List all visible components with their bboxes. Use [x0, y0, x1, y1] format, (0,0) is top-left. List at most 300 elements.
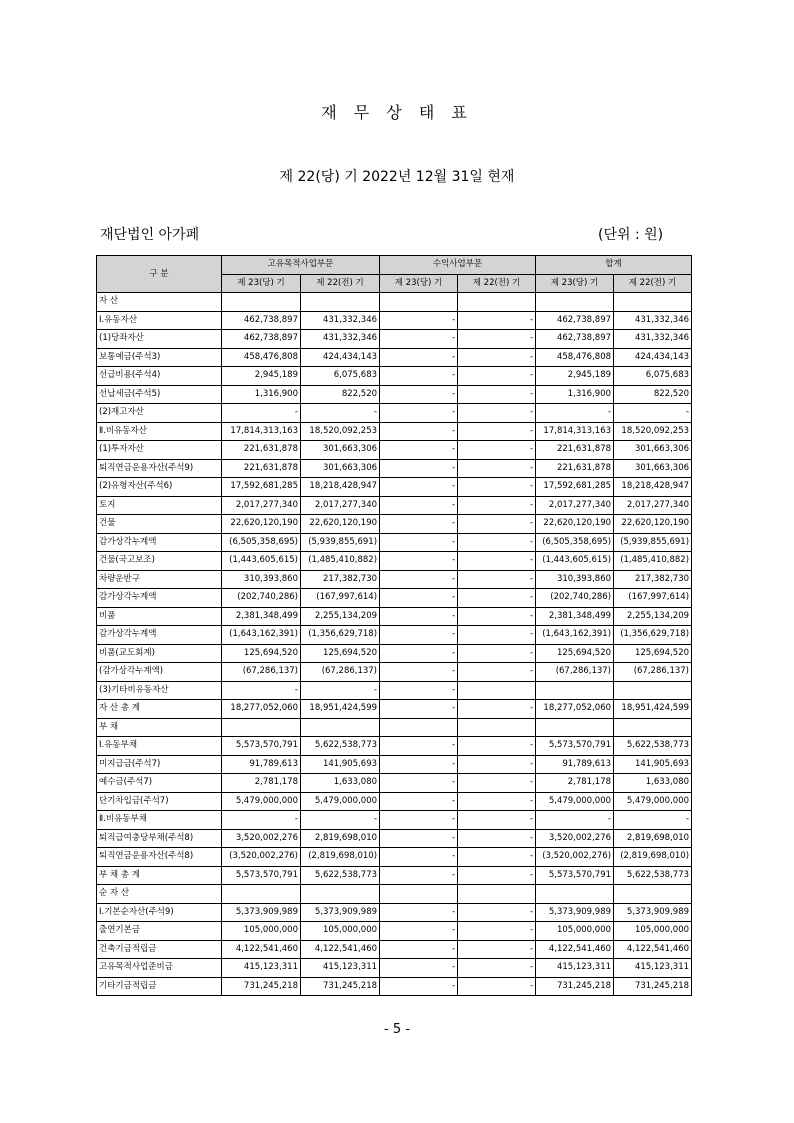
header-current-period: 제 23(당) 기 — [536, 274, 614, 293]
row-value: - — [458, 755, 536, 774]
row-value: (1,356,629,718) — [614, 626, 692, 645]
row-value: - — [458, 515, 536, 534]
row-value: 2,381,348,499 — [536, 607, 614, 626]
table-row — [97, 663, 692, 682]
row-value: - — [380, 903, 458, 922]
row-value — [380, 885, 458, 904]
table-row — [97, 922, 692, 941]
row-value: 141,905,693 — [301, 755, 380, 774]
row-value: 91,789,613 — [222, 755, 301, 774]
row-value: - — [301, 681, 380, 700]
table-body — [97, 293, 692, 996]
table-row — [97, 311, 692, 330]
row-value: 22,620,120,190 — [614, 515, 692, 534]
row-value: - — [380, 570, 458, 589]
row-value: - — [458, 607, 536, 626]
table-row — [97, 885, 692, 904]
row-value: (2,819,698,010) — [614, 848, 692, 867]
row-value: 462,738,897 — [222, 330, 301, 349]
balance-sheet-table — [96, 255, 692, 996]
row-value: 431,332,346 — [301, 330, 380, 349]
table-row — [97, 533, 692, 552]
row-value: - — [458, 792, 536, 811]
row-value: 301,663,306 — [614, 459, 692, 478]
row-value: - — [380, 422, 458, 441]
row-value: - — [458, 774, 536, 793]
row-value: 18,951,424,599 — [614, 700, 692, 719]
header-current-period: 제 23(당) 기 — [380, 274, 458, 293]
header-prior-period: 제 22(전) 기 — [614, 274, 692, 293]
document-subtitle: 제 22(당) 기 2022년 12월 31일 현재 — [279, 169, 515, 185]
table-row — [97, 515, 692, 534]
table-row — [97, 737, 692, 756]
row-value: 1,633,080 — [614, 774, 692, 793]
row-value: - — [380, 459, 458, 478]
row-label: 감가상각누계액 — [97, 626, 222, 645]
row-value: 5,373,909,989 — [222, 903, 301, 922]
row-value: 5,573,570,791 — [222, 737, 301, 756]
row-value: 4,122,541,460 — [222, 940, 301, 959]
row-value: 731,245,218 — [222, 977, 301, 996]
row-value: 18,277,052,060 — [222, 700, 301, 719]
table-row — [97, 681, 692, 700]
row-label: 차량운반구 — [97, 570, 222, 589]
row-value: 424,434,143 — [614, 348, 692, 367]
table-row — [97, 607, 692, 626]
row-value: 217,382,730 — [614, 570, 692, 589]
row-value: 415,123,311 — [222, 959, 301, 978]
row-value: (3,520,002,276) — [222, 848, 301, 867]
row-value: - — [301, 404, 380, 423]
row-value: (67,286,137) — [614, 663, 692, 682]
table-row — [97, 367, 692, 386]
row-value: 310,393,860 — [536, 570, 614, 589]
row-value: 18,520,092,253 — [614, 422, 692, 441]
row-value — [301, 885, 380, 904]
row-label: 예수금(주석7) — [97, 774, 222, 793]
row-value: - — [458, 311, 536, 330]
table-row — [97, 478, 692, 497]
row-label: 기타기금적립금 — [97, 977, 222, 996]
row-value: - — [458, 385, 536, 404]
table-row — [97, 459, 692, 478]
page-number: - 5 - — [384, 1022, 410, 1037]
row-value: 2,781,178 — [222, 774, 301, 793]
row-value: - — [380, 607, 458, 626]
header-row-groups — [97, 256, 692, 275]
row-value: 5,373,909,989 — [301, 903, 380, 922]
row-value: - — [380, 681, 458, 700]
row-label: Ⅱ.비유동부채 — [97, 811, 222, 830]
row-value: 2,255,134,209 — [301, 607, 380, 626]
row-value: (6,505,358,695) — [222, 533, 301, 552]
row-value: - — [380, 478, 458, 497]
row-value: (1,356,629,718) — [301, 626, 380, 645]
row-value: 125,694,520 — [536, 644, 614, 663]
row-label: 감가상각누계액 — [97, 533, 222, 552]
row-label: 건물 — [97, 515, 222, 534]
row-value: - — [458, 533, 536, 552]
row-value — [301, 718, 380, 737]
row-value: 731,245,218 — [536, 977, 614, 996]
row-value: - — [458, 441, 536, 460]
row-value: 2,017,277,340 — [536, 496, 614, 515]
row-value: 221,631,878 — [222, 441, 301, 460]
row-value: 22,620,120,190 — [222, 515, 301, 534]
row-value — [614, 293, 692, 312]
header-prior-period: 제 22(전) 기 — [301, 274, 380, 293]
table-row — [97, 293, 692, 312]
row-label: 자 산 — [97, 293, 222, 312]
table-row — [97, 811, 692, 830]
row-value: - — [458, 478, 536, 497]
row-value: - — [380, 755, 458, 774]
table-row — [97, 792, 692, 811]
row-value: - — [458, 422, 536, 441]
row-value: 5,373,909,989 — [536, 903, 614, 922]
row-value: (67,286,137) — [536, 663, 614, 682]
row-value: - — [458, 977, 536, 996]
row-value: 431,332,346 — [301, 311, 380, 330]
row-value: - — [458, 829, 536, 848]
row-label: Ⅱ.비유동자산 — [97, 422, 222, 441]
row-label: 건물(국고보조) — [97, 552, 222, 571]
row-value: 2,945,189 — [222, 367, 301, 386]
row-value: (67,286,137) — [301, 663, 380, 682]
row-value: 18,277,052,060 — [536, 700, 614, 719]
row-value: 2,945,189 — [536, 367, 614, 386]
row-value: (5,939,855,691) — [614, 533, 692, 552]
row-value — [536, 885, 614, 904]
row-value: (202,740,286) — [222, 589, 301, 608]
row-label: 퇴직연금운용자산(주석8) — [97, 848, 222, 867]
row-value: (5,939,855,691) — [301, 533, 380, 552]
row-label: 비품 — [97, 607, 222, 626]
row-value: 105,000,000 — [301, 922, 380, 941]
row-value: 5,622,538,773 — [301, 737, 380, 756]
row-value: 731,245,218 — [614, 977, 692, 996]
row-label: 출연기본금 — [97, 922, 222, 941]
row-value — [614, 718, 692, 737]
row-value — [536, 293, 614, 312]
row-value: - — [380, 866, 458, 885]
row-value — [536, 681, 614, 700]
row-value: 310,393,860 — [222, 570, 301, 589]
table-row — [97, 441, 692, 460]
table-row — [97, 570, 692, 589]
row-value: 2,255,134,209 — [614, 607, 692, 626]
row-value: (202,740,286) — [536, 589, 614, 608]
row-value: 415,123,311 — [614, 959, 692, 978]
row-value: - — [380, 959, 458, 978]
row-value: 17,592,681,285 — [222, 478, 301, 497]
row-value: 2,781,178 — [536, 774, 614, 793]
row-value: 6,075,683 — [614, 367, 692, 386]
row-value: 5,622,538,773 — [614, 737, 692, 756]
row-value: - — [458, 811, 536, 830]
row-value — [380, 718, 458, 737]
row-value: - — [458, 644, 536, 663]
row-value — [614, 885, 692, 904]
row-value: - — [380, 940, 458, 959]
row-value: - — [222, 404, 301, 423]
row-label: Ⅰ.유동자산 — [97, 311, 222, 330]
row-value: - — [458, 663, 536, 682]
row-value — [536, 718, 614, 737]
row-value: - — [380, 848, 458, 867]
row-value: - — [458, 589, 536, 608]
table-row — [97, 718, 692, 737]
row-value: - — [222, 811, 301, 830]
row-value: 2,017,277,340 — [222, 496, 301, 515]
row-value: - — [380, 700, 458, 719]
row-label: 퇴직급여충당부채(주석8) — [97, 829, 222, 848]
row-value: - — [380, 533, 458, 552]
table-row — [97, 848, 692, 867]
row-value: - — [380, 663, 458, 682]
row-value: 2,017,277,340 — [614, 496, 692, 515]
row-value: 301,663,306 — [301, 441, 380, 460]
row-value: (67,286,137) — [222, 663, 301, 682]
table-row — [97, 959, 692, 978]
row-value — [458, 293, 536, 312]
row-value: 105,000,000 — [536, 922, 614, 941]
row-value: 217,382,730 — [301, 570, 380, 589]
table-row — [97, 496, 692, 515]
row-value: 822,520 — [614, 385, 692, 404]
row-label: 부 채 — [97, 718, 222, 737]
row-value: - — [380, 829, 458, 848]
row-value: 17,814,313,163 — [222, 422, 301, 441]
row-value: 18,218,428,947 — [301, 478, 380, 497]
row-value: 1,316,900 — [536, 385, 614, 404]
table-row — [97, 866, 692, 885]
row-value: - — [380, 348, 458, 367]
row-label: 건축기금적립금 — [97, 940, 222, 959]
row-value: - — [380, 330, 458, 349]
row-value: - — [380, 515, 458, 534]
row-value: - — [380, 496, 458, 515]
organization-name: 재단법인 아가페 — [100, 227, 200, 243]
header-item: 구 분 — [97, 256, 222, 293]
row-value: 1,316,900 — [222, 385, 301, 404]
row-value: 2,819,698,010 — [301, 829, 380, 848]
row-value: - — [380, 311, 458, 330]
table-row — [97, 700, 692, 719]
row-label: 단기차입금(주석7) — [97, 792, 222, 811]
row-value — [458, 885, 536, 904]
row-value: 462,738,897 — [222, 311, 301, 330]
row-value: (167,997,614) — [614, 589, 692, 608]
row-label: 선납세금(주석5) — [97, 385, 222, 404]
header-group-nonprofit: 고유목적사업부문 — [222, 256, 380, 275]
table-row — [97, 626, 692, 645]
row-label: 선급비용(주석4) — [97, 367, 222, 386]
row-value: 301,663,306 — [614, 441, 692, 460]
row-value: 141,905,693 — [614, 755, 692, 774]
row-value: - — [458, 866, 536, 885]
row-value: - — [380, 977, 458, 996]
row-value: 4,122,541,460 — [301, 940, 380, 959]
row-value: 822,520 — [301, 385, 380, 404]
row-value: (167,997,614) — [301, 589, 380, 608]
row-label: (1)당좌자산 — [97, 330, 222, 349]
row-value: - — [536, 404, 614, 423]
table-row — [97, 422, 692, 441]
row-label: 순 자 산 — [97, 885, 222, 904]
table-row — [97, 552, 692, 571]
row-value: - — [614, 404, 692, 423]
row-label: (2)재고자산 — [97, 404, 222, 423]
row-value — [222, 293, 301, 312]
row-value: 458,476,808 — [222, 348, 301, 367]
row-value: - — [380, 367, 458, 386]
row-value: 5,573,570,791 — [536, 737, 614, 756]
row-value: 5,622,538,773 — [614, 866, 692, 885]
row-value: 18,218,428,947 — [614, 478, 692, 497]
row-value: 105,000,000 — [222, 922, 301, 941]
row-value: (3,520,002,276) — [536, 848, 614, 867]
header-current-period: 제 23(당) 기 — [222, 274, 301, 293]
row-value: - — [380, 626, 458, 645]
row-value: 2,819,698,010 — [614, 829, 692, 848]
row-value: 22,620,120,190 — [301, 515, 380, 534]
row-value: 462,738,897 — [536, 330, 614, 349]
row-value: 5,573,570,791 — [536, 866, 614, 885]
table-row — [97, 829, 692, 848]
row-label: 보통예금(주석3) — [97, 348, 222, 367]
row-value: 2,381,348,499 — [222, 607, 301, 626]
row-value: - — [301, 811, 380, 830]
row-value: 5,622,538,773 — [301, 866, 380, 885]
table-row — [97, 404, 692, 423]
row-label: (감가상각누계액) — [97, 663, 222, 682]
row-value: 22,620,120,190 — [536, 515, 614, 534]
row-value: - — [458, 330, 536, 349]
row-value: 18,951,424,599 — [301, 700, 380, 719]
row-value: - — [458, 737, 536, 756]
row-value: - — [458, 940, 536, 959]
table-row — [97, 755, 692, 774]
table-row — [97, 589, 692, 608]
row-value: 6,075,683 — [301, 367, 380, 386]
row-label: 비품(교도회계) — [97, 644, 222, 663]
row-label: 감가상각누계액 — [97, 589, 222, 608]
row-value: 3,520,002,276 — [222, 829, 301, 848]
row-value — [222, 885, 301, 904]
row-value: - — [380, 589, 458, 608]
row-label: 고유목적사업준비금 — [97, 959, 222, 978]
row-value: 125,694,520 — [301, 644, 380, 663]
row-value: - — [458, 848, 536, 867]
table-row — [97, 940, 692, 959]
table-row — [97, 977, 692, 996]
table-row — [97, 644, 692, 663]
row-value: 18,520,092,253 — [301, 422, 380, 441]
header-prior-period: 제 22(전) 기 — [458, 274, 536, 293]
table-row — [97, 330, 692, 349]
row-label: Ⅰ.기본순자산(주석9) — [97, 903, 222, 922]
table-row — [97, 385, 692, 404]
row-value: - — [380, 737, 458, 756]
row-value: - — [458, 626, 536, 645]
row-label: 자 산 총 계 — [97, 700, 222, 719]
row-value: - — [536, 811, 614, 830]
row-value: 1,633,080 — [301, 774, 380, 793]
row-value: - — [458, 570, 536, 589]
row-label: (2)유형자산(주석6) — [97, 478, 222, 497]
table-row — [97, 348, 692, 367]
row-value: - — [380, 811, 458, 830]
row-value: 415,123,311 — [301, 959, 380, 978]
row-value: 125,694,520 — [614, 644, 692, 663]
row-value: (1,443,605,615) — [536, 552, 614, 571]
row-value: 221,631,878 — [222, 459, 301, 478]
table-row — [97, 774, 692, 793]
row-value: 424,434,143 — [301, 348, 380, 367]
row-value: 5,479,000,000 — [614, 792, 692, 811]
row-value: (1,485,410,882) — [614, 552, 692, 571]
row-value: 221,631,878 — [536, 459, 614, 478]
row-value: 731,245,218 — [301, 977, 380, 996]
row-value: - — [458, 552, 536, 571]
row-value: 301,663,306 — [301, 459, 380, 478]
row-label: 부 채 총 계 — [97, 866, 222, 885]
row-value: 431,332,346 — [614, 330, 692, 349]
row-value: - — [458, 903, 536, 922]
row-value — [301, 293, 380, 312]
row-value: 17,814,313,163 — [536, 422, 614, 441]
row-value: - — [458, 700, 536, 719]
row-label: (1)투자자산 — [97, 441, 222, 460]
row-value: 5,479,000,000 — [222, 792, 301, 811]
row-value — [458, 681, 536, 700]
row-value: 2,017,277,340 — [301, 496, 380, 515]
row-value: 17,592,681,285 — [536, 478, 614, 497]
row-value: 462,738,897 — [536, 311, 614, 330]
row-value: 431,332,346 — [614, 311, 692, 330]
row-value: 415,123,311 — [536, 959, 614, 978]
row-value: - — [458, 404, 536, 423]
row-value: 458,476,808 — [536, 348, 614, 367]
row-value: - — [614, 811, 692, 830]
row-value: - — [380, 552, 458, 571]
row-value — [458, 718, 536, 737]
row-value: 4,122,541,460 — [536, 940, 614, 959]
row-value: (1,643,162,391) — [222, 626, 301, 645]
row-label: 토지 — [97, 496, 222, 515]
table-row — [97, 903, 692, 922]
row-value: 3,520,002,276 — [536, 829, 614, 848]
row-value: (1,485,410,882) — [301, 552, 380, 571]
row-value: 91,789,613 — [536, 755, 614, 774]
row-value: (2,819,698,010) — [301, 848, 380, 867]
row-label: Ⅰ.유동부채 — [97, 737, 222, 756]
row-value: - — [380, 385, 458, 404]
row-value: - — [458, 496, 536, 515]
row-value: - — [458, 959, 536, 978]
row-value: - — [380, 644, 458, 663]
unit-label: (단위 : 원) — [598, 227, 664, 243]
row-value: - — [380, 792, 458, 811]
row-value: - — [380, 404, 458, 423]
row-value: 105,000,000 — [614, 922, 692, 941]
row-value — [614, 681, 692, 700]
row-value: (1,443,605,615) — [222, 552, 301, 571]
row-label: 미지급금(주석7) — [97, 755, 222, 774]
row-value: 5,373,909,989 — [614, 903, 692, 922]
row-value: - — [458, 348, 536, 367]
